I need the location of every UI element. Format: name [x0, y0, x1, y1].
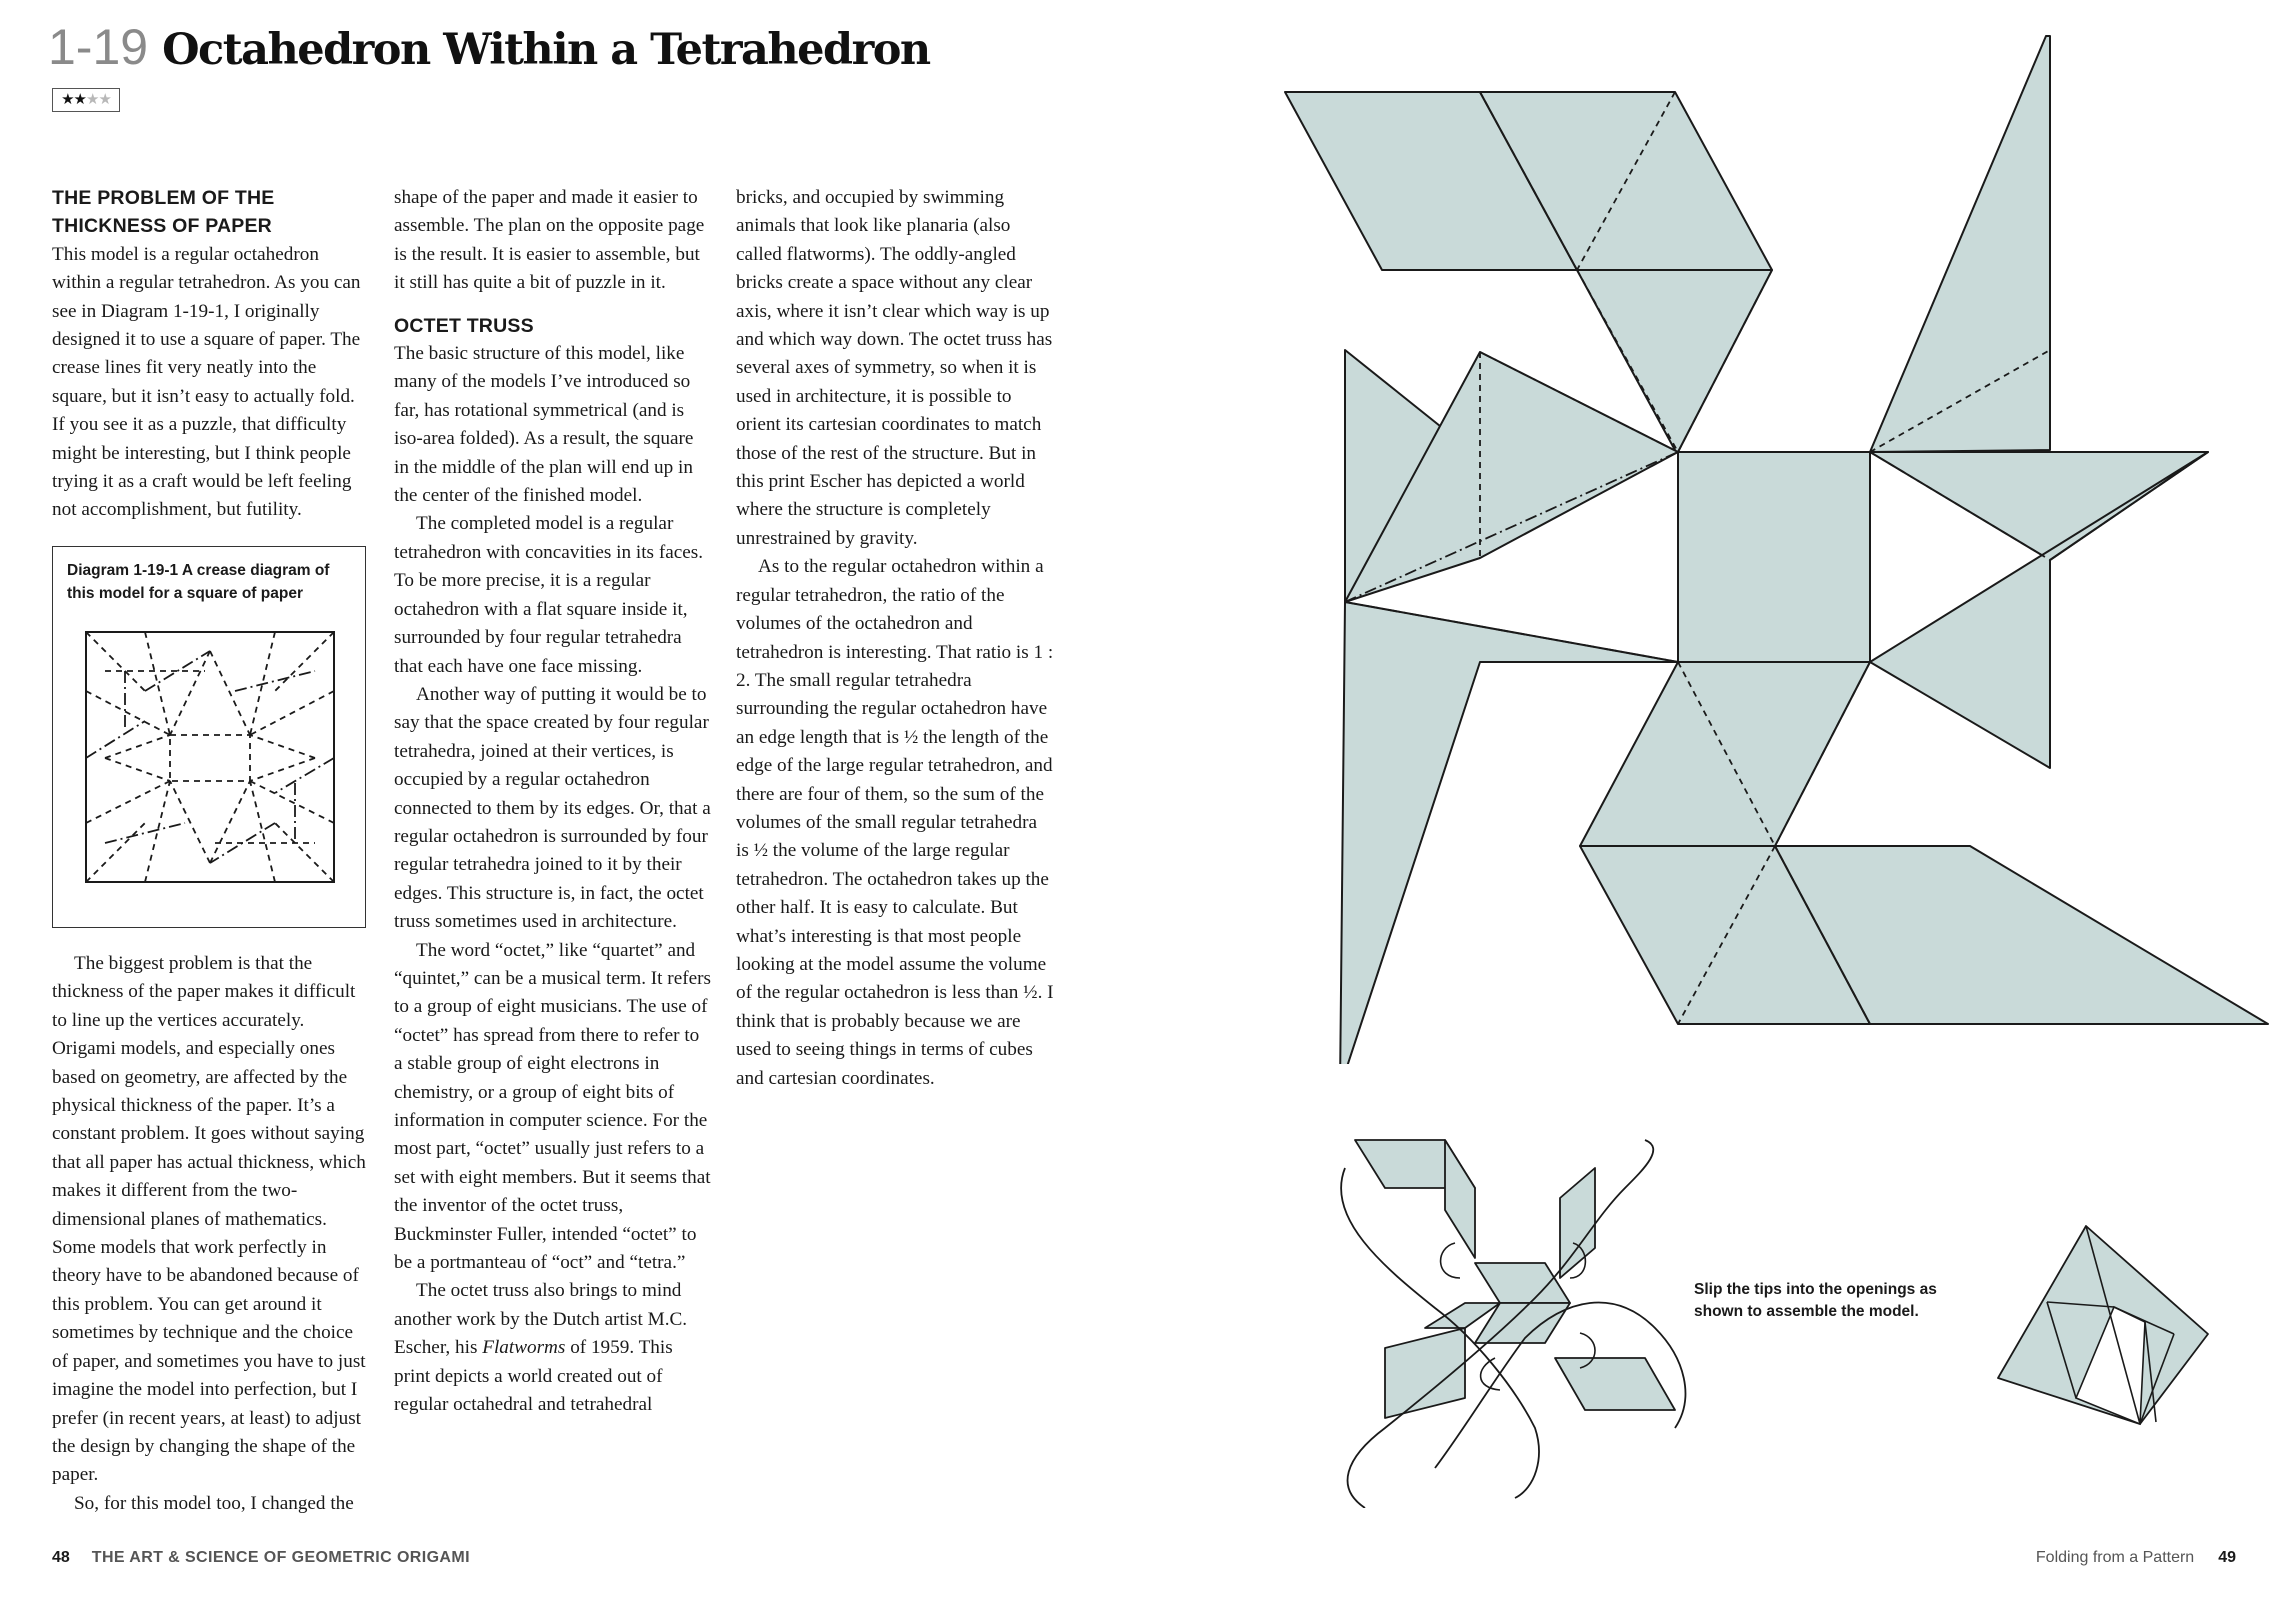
footer-left — [52, 1549, 470, 1567]
paragraph: bricks, and occupied by swimming animals that look like planaria (also called flatworms). The oddly-angled bricks create a space without any clear axis, where it isn’t clear which way is up and which way down. The octet truss has several axes of symmetry, so when it is used in architecture, it is possible to orient its cartesian coordinates to match those of the rest of the structure. But in this print Escher has depicted a world where the structure is completely unrestrained by gravity. — [736, 187, 1053, 549]
star-empty-icon: ★ — [86, 90, 99, 108]
column-3 — [736, 184, 1054, 1093]
chapter-title: Octahedron Within a Tetrahedron — [162, 25, 930, 75]
column-1 — [52, 184, 370, 525]
diagram-caption: Diagram 1-19-1 A crease diagram of this model for a square of paper — [67, 562, 330, 602]
star-filled-icon: ★ — [61, 90, 74, 108]
chapter-header — [48, 18, 930, 78]
text-span: The octet truss also brings to mind another work by the Dutch artist M.C. Escher, his — [394, 1280, 688, 1359]
paragraph: shape of the paper and made it easier to assemble. The plan on the opposite page is the result. It is easier to assemble, but it still has quite a bit of puzzle in it. — [394, 187, 705, 294]
section-heading-thickness: THE PROBLEM OF THE THICKNESS OF PAPER — [52, 187, 275, 238]
text-span: of 1959. This print depicts a world created out of regular octahedral and tetrahedral — [394, 1337, 673, 1416]
paragraph: The word “octet,” like “quartet” and “quintet,” can be a musical term. It refers to a group of eight musicians. The use of “octet” has spread from there to refer to a stable group of eight electrons in chemistry, or a group of eight bits of information in computer science. For the most part, “octet” usually just refers to a set with eight members. But it seems that the inventor of the octet truss, Buckminster Fuller, intended “octet” to be a portmanteau of “oct” and “tetra.” — [394, 939, 711, 1274]
paragraph: This model is a regular octahedron within a regular tetrahedron. As you can see in Diagram 1-19-1, I originally designed it to use a square of paper. The crease lines fit very neatly into the square, but it isn’t easy to actually fold. If you see it as a puzzle, that difficulty might be interesting, but I think people trying it as a craft would be left feeling not accomplishment, but futility. — [52, 243, 361, 521]
footer-right — [2036, 1549, 2236, 1567]
paragraph: The basic structure of this model, like many of the models I’ve introduced so far, has rotational symmetrical (and is iso-area folded). As a result, the square in the middle of the plan will end up in the center of the finished model. — [394, 343, 694, 507]
paragraph: The completed model is a regular tetrahedron with concavities in its faces. To be more precise, it is a regular octahedron with a flat square inside it, surrounded by four regular tetrahedra that each have one face missing. — [394, 513, 704, 677]
paragraph: So, for this model too, I changed the — [74, 1492, 354, 1514]
crease-diagram-figure — [52, 546, 366, 928]
assembly-instruction-note: Slip the tips into the openings as shown to assemble the model. — [1694, 1281, 1937, 1320]
folding-pattern-diagram — [1280, 30, 2274, 1064]
chapter-number: 1-19 — [48, 19, 149, 75]
artwork-title: Flatworms — [482, 1337, 566, 1359]
section-heading-octet-truss: OCTET TRUSS — [394, 314, 534, 337]
paragraph — [394, 1277, 712, 1419]
difficulty-rating — [52, 88, 120, 112]
paragraph: As to the regular octahedron within a regular tetrahedron, the ratio of the volumes of the octahedron and tetrahedron is interesting. That ratio is 1 : 2. The small regular tetrahedra surrounding the regular octahedron have an edge length that is ½ the length of the edge of the large regular tetrahedron, and there are four of them, so the sum of the volumes of the small regular tetrahedra is ½ the volume of the large regular tetrahedron. The octahedron takes up the other half. It is easy to calculate. But what’s interesting is that most people looking at the model assume the volume of the regular octahedron is less than ½. I think that is probably because we are used to seeing things in terms of cubes and cartesian coordinates. — [736, 556, 1054, 1089]
finished-model-illustration — [1990, 1222, 2216, 1432]
running-book-title: THE ART & SCIENCE OF GEOMETRIC ORIGAMI — [91, 1549, 470, 1566]
star-filled-icon: ★ — [73, 90, 86, 108]
column-2 — [394, 184, 712, 1419]
paragraph: The biggest problem is that the thickness of the paper makes it difficult to line up the vertices accurately. Origami models, and especially ones based on geometry, are affected by the physical thickness of the paper. It’s a constant problem. It goes without saying that all paper has actual thickness, which makes it different from the two-dimensional planes of mathematics. Some models that work perfectly in theory have to be abandoned because of this problem. You can get around it sometimes by technique and the choice of paper, and sometimes you have to just imagine the model into perfection, but I prefer (in recent years, at least) to adjust the design by changing the shape of the paper. — [52, 953, 366, 1486]
page-number-left: 48 — [52, 1549, 70, 1566]
star-empty-icon: ★ — [98, 90, 111, 108]
paragraph: Another way of putting it would be to say that the space created by four regular tetrahedra, joined at their vertices, is occupied by a regular octahedron connected to them by its edges. Or, that a regular octahedron is surrounded by four regular tetrahedra joined to it by their edges. This structure is, in fact, the octet truss sometimes used in architecture. — [394, 683, 711, 933]
assembly-illustration — [1325, 1128, 1725, 1508]
column-1-continued — [52, 950, 370, 1518]
crease-pattern-square — [85, 631, 335, 883]
page-number-right: 49 — [2218, 1549, 2236, 1566]
running-section-name: Folding from a Pattern — [2035, 1549, 2195, 1566]
